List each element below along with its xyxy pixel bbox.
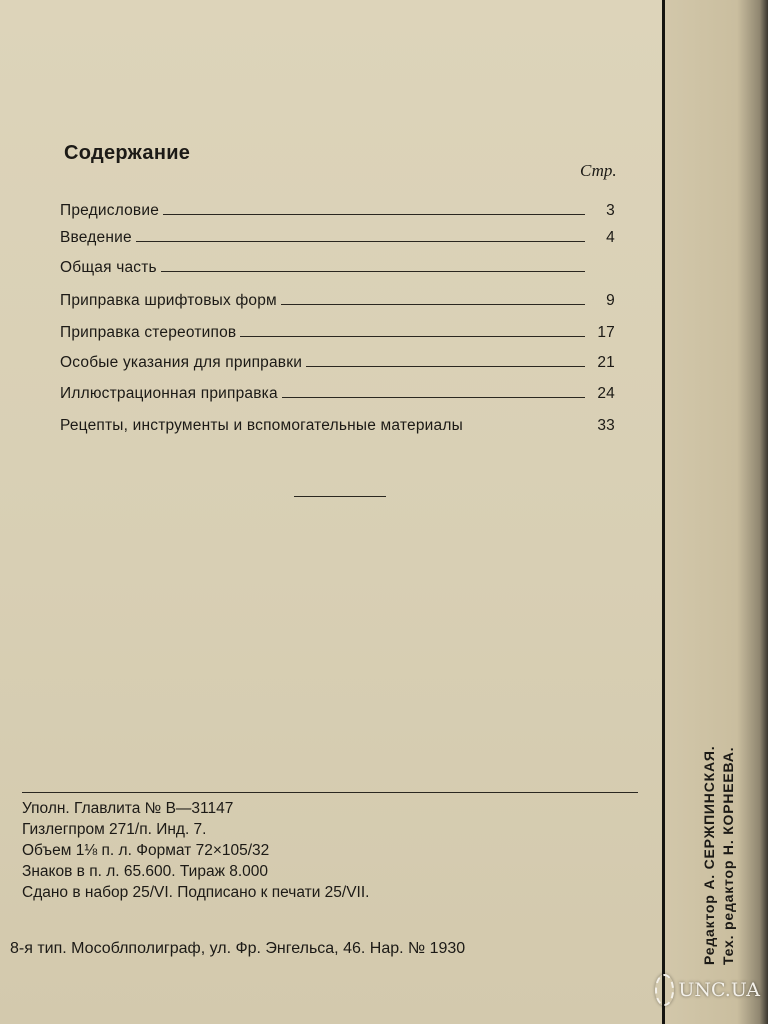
toc-leader: [281, 304, 585, 305]
imprint-rule: [22, 792, 638, 793]
toc-entry-label: Особые указания для приправки: [60, 354, 303, 371]
toc-leader: [282, 397, 585, 398]
toc-entry-page: 17: [597, 324, 615, 341]
editor-credit: Редактор А. СЕРЖПИНСКАЯ.: [701, 745, 717, 965]
toc-leader: [240, 336, 585, 337]
toc-entry: [60, 286, 615, 310]
toc-entry-page: 4: [606, 229, 615, 246]
toc-leader: [163, 214, 585, 215]
toc-leader: [161, 271, 585, 272]
tech-editor-credit: Тех. редактор Н. КОРНЕЕВА.: [720, 746, 736, 965]
toc-entry-page: 21: [597, 354, 615, 371]
editor-credits: [700, 746, 738, 965]
toc-entry: [60, 318, 615, 342]
toc-entry-label: Приправка стереотипов: [60, 324, 237, 341]
imprint-block: [22, 798, 369, 903]
toc-entry-label: Иллюстрационная приправка: [60, 385, 278, 402]
watermark-text: UNC.UA: [678, 979, 760, 1001]
toc-entry-page: 3: [606, 202, 615, 219]
toc-entry: [60, 196, 615, 220]
toc-entry-label: Введение: [60, 229, 132, 246]
watermark: [655, 966, 760, 1014]
toc-entry: [60, 253, 615, 277]
toc-entry-label: Приправка шрифтовых форм: [60, 292, 277, 309]
toc-entry-label: Рецепты, инструменты и вспомогательные материалы: [60, 417, 463, 434]
toc-leader: [136, 241, 585, 242]
imprint-line: Уполн. Главлита № В—31147: [22, 800, 234, 817]
toc-entry-page: 9: [606, 292, 615, 309]
watermark-badge-icon: [655, 974, 674, 1006]
toc-entry-page: 24: [597, 385, 615, 402]
printer-line: 8-я тип. Мособлполиграф, ул. Фр. Энгельса, 46. Нар. № 1930: [10, 940, 466, 957]
toc-entry-label: Общая часть: [60, 259, 157, 276]
toc-entry-label: Предисловие: [60, 202, 160, 219]
imprint-line: Объем 1⅛ п. л. Формат 72×105/32: [22, 842, 270, 859]
imprint-line: Знаков в п. л. 65.600. Тираж 8.000: [22, 863, 269, 880]
toc-entry: [60, 411, 615, 435]
section-divider: [294, 496, 386, 497]
imprint-line: Гизлегпром 271/п. Инд. 7.: [22, 821, 207, 838]
toc-entry-page: 33: [597, 417, 615, 434]
toc-entry: [60, 379, 615, 403]
toc-entry: [60, 223, 615, 247]
page-column-header: Стр.: [580, 161, 617, 180]
toc-leader: [306, 366, 585, 367]
toc-title: Содержание: [64, 142, 191, 164]
imprint-line: Сдано в набор 25/VI. Подписано к печати 25/VII.: [22, 884, 370, 901]
toc-entry: [60, 348, 615, 372]
